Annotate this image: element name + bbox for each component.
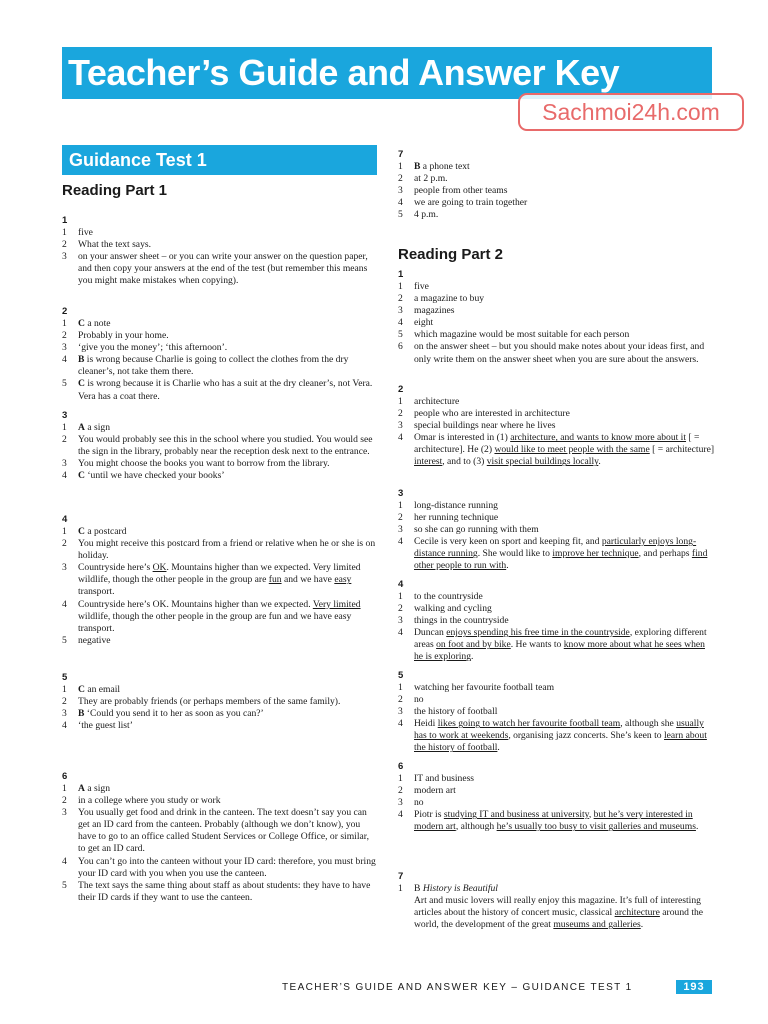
answer-number: 3 <box>398 524 403 536</box>
question-block <box>398 870 716 931</box>
answer-line <box>62 330 377 342</box>
header-bar <box>62 47 712 99</box>
answer-line <box>398 281 716 293</box>
answer-line <box>398 293 716 305</box>
answer-line <box>62 720 377 732</box>
answer-text: You would probably see this in the school where you studied. You would see the sign in the library, probably near the reception desk next to the entrance. <box>78 434 373 458</box>
answer-text: What the text says. <box>78 239 151 251</box>
answer-number: 2 <box>62 434 67 446</box>
answer-number: 1 <box>398 500 403 511</box>
answer-number: 5 <box>398 329 403 341</box>
answer-number: 2 <box>398 603 403 615</box>
answer-number: 4 <box>398 317 403 329</box>
question-block <box>62 214 377 287</box>
answer-line <box>62 526 377 538</box>
answer-text: C ‘until we have checked your books’ <box>78 470 225 482</box>
answer-line <box>62 538 377 562</box>
answer-number: 3 <box>62 708 67 720</box>
question-block <box>62 671 377 732</box>
answer-text: walking and cycling <box>414 603 492 615</box>
question-number: 3 <box>398 488 404 499</box>
answer-line <box>398 512 716 524</box>
answer-line <box>62 635 377 647</box>
answer-line <box>398 536 716 572</box>
answer-text: Countryside here’s OK. Mountains higher than we expected. Very limited wildlife, though the other people in the group are fun and we have easy transport. <box>78 598 361 634</box>
answer-line <box>398 883 716 895</box>
answer-text: ‘give you the money’; ‘this afternoon’. <box>78 342 228 354</box>
answer-number: 4 <box>398 197 403 209</box>
answer-line <box>398 420 716 432</box>
answer-text: which magazine would be most suitable for each person <box>414 329 630 341</box>
question-number: 6 <box>398 761 404 772</box>
answer-number: 4 <box>398 809 403 821</box>
answer-number: 3 <box>62 562 67 574</box>
footer-text: TEACHER’S GUIDE AND ANSWER KEY – GUIDANCE TEST 1 <box>282 982 633 993</box>
answer-text: The text says the same thing about staff as about students: they have to have their ID cards if they want to use the canteen. <box>78 879 371 903</box>
answer-line <box>398 591 716 603</box>
question-block <box>62 513 377 647</box>
answer-number: 4 <box>62 354 67 366</box>
answer-line <box>62 599 377 635</box>
answer-text: You usually get food and drink in the canteen. The text doesn’t say you can get an ID card from the canteen. Probably (although we don’t know), you have to go to an office called Student Services or College Office, or similar, to get an ID card. <box>78 807 369 855</box>
answer-number <box>398 895 414 931</box>
answer-text: to the countryside <box>414 591 483 602</box>
answer-line <box>398 329 716 341</box>
answer-text: on the answer sheet – but you should make notes about your ideas first, and only write them on the answer sheet when you are sure about the answers. <box>414 341 705 365</box>
question-number: 4 <box>62 514 68 525</box>
answer-line <box>398 173 716 185</box>
answer-line <box>398 209 716 221</box>
question-number: 5 <box>62 672 68 683</box>
answer-line <box>62 422 377 434</box>
answer-text: Duncan enjoys spending his free time in the countryside, exploring different areas on foot and by bike. He wants to know more about what he sees when he is exploring. <box>414 627 707 663</box>
answer-text: C is wrong because it is Charlie who has a suit at the dry cleaner’s, not Vera. Vera has a coat there. <box>78 378 373 402</box>
answer-number: 4 <box>62 470 67 482</box>
answer-line <box>62 795 377 807</box>
answer-line <box>62 251 377 287</box>
page-title: Teacher’s Guide and Answer Key <box>68 52 620 93</box>
answer-number: 1 <box>398 591 403 602</box>
watermark: Sachmoi24h.com <box>518 93 744 131</box>
answer-line <box>398 627 716 663</box>
answer-text: people from other teams <box>414 185 508 197</box>
answer-text: people who are interested in architecture <box>414 408 570 420</box>
answer-number: 5 <box>62 879 67 891</box>
question-number: 5 <box>398 670 404 681</box>
answer-text: five <box>414 281 429 292</box>
answer-number: 1 <box>398 161 403 172</box>
answer-text: Probably in your home. <box>78 330 169 342</box>
answer-line <box>398 785 716 797</box>
answer-line <box>62 354 377 378</box>
answer-line <box>398 797 716 809</box>
answer-number: 3 <box>398 420 403 432</box>
answer-text: architecture <box>414 396 460 407</box>
answer-text: C a postcard <box>78 526 127 537</box>
answer-line <box>62 880 377 904</box>
answer-text: magazines <box>414 305 455 317</box>
answer-number: 4 <box>398 627 403 639</box>
answer-number: 4 <box>398 536 403 548</box>
answer-line <box>398 895 716 931</box>
answer-line <box>62 342 377 354</box>
answer-text: no <box>414 797 424 809</box>
answer-number: 4 <box>62 720 67 732</box>
answer-line <box>398 524 716 536</box>
answer-text: You might choose the books you want to borrow from the library. <box>78 458 330 470</box>
answer-number: 1 <box>62 227 67 238</box>
answer-line <box>62 318 377 330</box>
answer-text: in a college where you study or work <box>78 795 221 807</box>
question-block <box>398 760 716 833</box>
question-number: 1 <box>398 269 404 280</box>
answer-number: 1 <box>62 684 67 695</box>
answer-text: C an email <box>78 684 121 695</box>
answer-text: things in the countryside <box>414 615 509 627</box>
question-block <box>398 148 716 221</box>
answer-number: 2 <box>398 785 403 797</box>
answer-text: at 2 p.m. <box>414 173 448 185</box>
answer-text: 4 p.m. <box>414 209 439 221</box>
answer-number: 1 <box>398 682 403 693</box>
answer-number: 2 <box>398 512 403 524</box>
answer-line <box>398 161 716 173</box>
answer-number: 4 <box>398 718 403 730</box>
question-number: 2 <box>62 306 68 317</box>
answer-number: 3 <box>398 185 403 197</box>
answer-text: special buildings near where he lives <box>414 420 556 432</box>
question-block <box>398 268 716 366</box>
answer-line <box>398 305 716 317</box>
answer-number: 5 <box>62 634 67 646</box>
question-block <box>398 383 716 469</box>
answer-text: Omar is interested in (1) architecture, and wants to know more about it [ = architecture]. He (2) would like to meet people with the same [ = architecture] interest, and to (3) visit special buildings locally. <box>414 432 715 468</box>
question-block <box>398 578 716 664</box>
answer-number: 5 <box>62 378 67 390</box>
answer-number: 1 <box>398 883 403 894</box>
answer-text: we are going to train together <box>414 197 528 209</box>
answer-line <box>62 562 377 598</box>
answer-number: 2 <box>62 330 67 342</box>
question-block <box>62 770 377 904</box>
answer-line <box>62 434 377 458</box>
answer-line <box>398 317 716 329</box>
question-number: 4 <box>398 579 404 590</box>
page-number: 193 <box>676 980 712 994</box>
answer-text: the history of football <box>414 706 498 718</box>
answer-number: 4 <box>398 432 403 444</box>
answer-number: 4 <box>62 855 67 867</box>
answer-text: eight <box>414 317 434 329</box>
answer-number: 1 <box>62 783 67 794</box>
question-number: 3 <box>62 410 68 421</box>
answer-text: A a sign <box>78 422 110 433</box>
answer-line <box>398 706 716 718</box>
answer-text: no <box>414 694 424 706</box>
answer-number: 2 <box>62 795 67 807</box>
answer-line <box>398 408 716 420</box>
question-block <box>62 305 377 403</box>
answer-text: Cecile is very keen on sport and keeping fit, and particularly enjoys long-distance running. She would like to improve her technique, and perhaps find other people to run with. <box>414 536 708 572</box>
answer-text: They are probably friends (or perhaps members of the same family). <box>78 696 341 708</box>
answer-line <box>398 694 716 706</box>
question-block <box>398 487 716 573</box>
reading-part-1-heading: Reading Part 1 <box>62 182 168 199</box>
answer-text: long-distance running <box>414 500 498 511</box>
answer-text: C a note <box>78 318 111 329</box>
test-title: Guidance Test 1 <box>69 150 207 170</box>
answer-number: 2 <box>62 696 67 708</box>
answer-line <box>62 708 377 720</box>
answer-number: 5 <box>398 209 403 221</box>
answer-number: 1 <box>62 526 67 537</box>
test-title-bar <box>62 145 377 175</box>
question-number: 2 <box>398 384 404 395</box>
answer-text: B is wrong because Charlie is going to collect the clothes from the dry cleaner’s, not take them there. <box>78 354 349 378</box>
answer-line <box>62 856 377 880</box>
answer-text: You might receive this postcard from a friend or relative when he or she is on holiday. <box>78 538 376 562</box>
answer-number: 3 <box>62 807 67 819</box>
answer-line <box>398 615 716 627</box>
question-number: 6 <box>62 771 68 782</box>
answer-text: B History is Beautiful <box>414 883 498 894</box>
answer-line <box>398 682 716 694</box>
answer-line <box>62 783 377 795</box>
answer-line <box>398 341 716 365</box>
answer-number: 3 <box>398 706 403 718</box>
answer-text: five <box>78 227 93 238</box>
answer-text: Art and music lovers will really enjoy this magazine. It’s full of interesting articles about the history of concert music, classical architecture around the world, the development of the great museums and galleries. <box>414 895 704 931</box>
answer-number: 3 <box>398 615 403 627</box>
answer-number: 3 <box>398 797 403 809</box>
answer-line <box>398 718 716 754</box>
answer-number: 3 <box>62 458 67 470</box>
answer-number: 2 <box>398 408 403 420</box>
answer-number: 3 <box>62 251 67 263</box>
question-block <box>62 409 377 482</box>
answer-text: IT and business <box>414 773 475 784</box>
answer-line <box>398 197 716 209</box>
answer-number: 1 <box>62 318 67 329</box>
answer-number: 2 <box>398 694 403 706</box>
answer-line <box>62 458 377 470</box>
answer-text: so she can go running with them <box>414 524 539 536</box>
answer-number: 2 <box>62 239 67 251</box>
question-number: 7 <box>398 871 404 882</box>
answer-number: 3 <box>62 342 67 354</box>
answer-line <box>62 227 377 239</box>
answer-line <box>62 696 377 708</box>
question-number: 1 <box>62 215 68 226</box>
answer-text: on your answer sheet – or you can write your answer on the question paper, and then copy your answers at the end of the test (but remember this means you might make mistakes when copying). <box>78 251 368 287</box>
answer-line <box>398 809 716 833</box>
answer-number: 1 <box>62 422 67 433</box>
answer-line <box>398 500 716 512</box>
answer-number: 2 <box>398 293 403 305</box>
answer-line <box>62 807 377 855</box>
answer-line <box>62 378 377 402</box>
answer-text: You can’t go into the canteen without your ID card: therefore, you must bring your ID card with you when you use the canteen. <box>78 855 376 879</box>
answer-number: 2 <box>62 538 67 550</box>
answer-line <box>398 396 716 408</box>
answer-text: ‘the guest list’ <box>78 720 133 732</box>
answer-number: 3 <box>398 305 403 317</box>
answer-number: 1 <box>398 773 403 784</box>
answer-text: her running technique <box>414 512 499 524</box>
answer-line <box>62 684 377 696</box>
answer-line <box>62 470 377 482</box>
question-block <box>398 669 716 755</box>
answer-line <box>398 432 716 468</box>
answer-text: B a phone text <box>414 161 470 172</box>
answer-number: 4 <box>62 598 67 610</box>
answer-number: 1 <box>398 281 403 292</box>
answer-text: watching her favourite football team <box>414 682 555 693</box>
answer-text: A a sign <box>78 783 110 794</box>
answer-line <box>62 239 377 251</box>
answer-text: Heidi likes going to watch her favourite football team, although she usually has to work at weekends, organising jazz concerts. She’s keen to learn about the history of football. <box>414 718 707 754</box>
answer-number: 6 <box>398 341 403 353</box>
answer-text: modern art <box>414 785 456 797</box>
answer-number: 1 <box>398 396 403 407</box>
answer-text: Piotr is studying IT and business at university, but he’s very interested in modern art, although he’s usually too busy to visit galleries and museums. <box>414 809 699 833</box>
question-number: 7 <box>398 149 404 160</box>
answer-number: 2 <box>398 173 403 185</box>
answer-line <box>398 603 716 615</box>
answer-text: a magazine to buy <box>414 293 485 305</box>
answer-line <box>398 185 716 197</box>
answer-line <box>398 773 716 785</box>
answer-text: Countryside here’s OK. Mountains higher than we expected. Very limited wildlife, though the other people in the group are fun and we have easy transport. <box>78 562 361 598</box>
reading-part-2-heading: Reading Part 2 <box>398 246 504 263</box>
answer-text: negative <box>78 634 111 646</box>
answer-text: B ‘Could you send it to her as soon as you can?’ <box>78 708 264 720</box>
